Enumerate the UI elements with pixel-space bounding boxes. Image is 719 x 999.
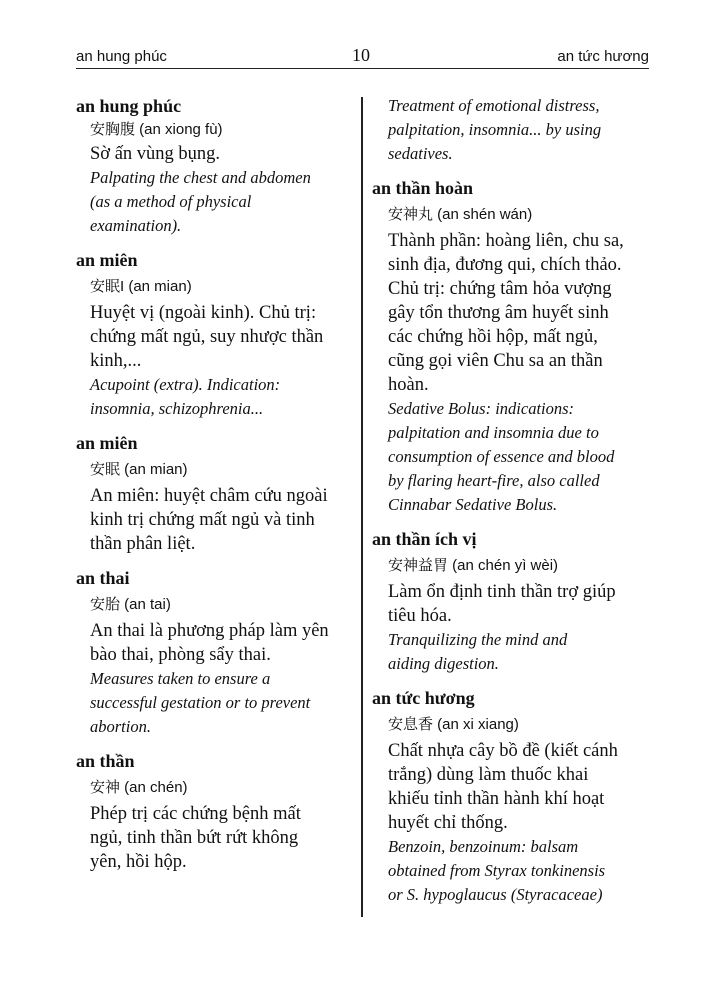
text-line: consumption of essence and blood xyxy=(388,447,615,466)
entry xyxy=(372,527,650,676)
chinese-term: 安息香 (an xi xiang) xyxy=(388,716,519,733)
vietnamese-definition xyxy=(76,619,351,667)
entry-headword: an hung phúc xyxy=(76,96,182,116)
text-line: Measures taken to ensure a xyxy=(90,669,271,688)
vietnamese-definition xyxy=(76,484,351,556)
english-definition xyxy=(372,835,650,907)
text-line: kinh trị chứng mất ngủ và tinh xyxy=(90,510,315,530)
entry-headword: an thai xyxy=(76,568,130,588)
text-line: bào thai, phòng sẩy thai. xyxy=(90,645,271,665)
chinese-term: 安神益胃 (an chén yì wèi) xyxy=(388,557,559,574)
vietnamese-definition xyxy=(372,739,650,835)
column-divider xyxy=(361,97,363,917)
text-line: An miên: huyệt châm cứu ngoài xyxy=(90,486,328,506)
text-line: sinh địa, đương qui, chích thảo. xyxy=(388,255,622,275)
text-line: or S. hypoglaucus (Styracaceae) xyxy=(388,885,603,904)
chinese-term: 安胸腹 (an xiong fù) xyxy=(90,121,223,138)
english-definition xyxy=(76,667,351,739)
text-line: Treatment of emotional distress, xyxy=(388,96,600,115)
entry xyxy=(76,566,351,739)
text-line: sedatives. xyxy=(388,144,453,163)
text-line: Sedative Bolus: indications: xyxy=(388,399,575,418)
left-column xyxy=(76,94,351,874)
text-line: abortion. xyxy=(90,717,151,736)
entry xyxy=(372,686,650,907)
right-column xyxy=(372,94,650,907)
entry-headword: an thần ích vị xyxy=(372,529,477,549)
text-line: thần phân liệt. xyxy=(90,534,196,554)
text-line: khiếu tỉnh thần hành khí hoạt xyxy=(388,789,605,809)
text-line: Chất nhựa cây bồ đề (kiết cánh xyxy=(388,741,618,761)
text-line: kinh,... xyxy=(90,351,142,371)
text-line: Acupoint (extra). Indication: xyxy=(90,375,281,394)
text-line: palpitation, insomnia... by using xyxy=(388,120,602,139)
page-number: 10 xyxy=(352,45,370,65)
entry xyxy=(372,176,650,517)
entry xyxy=(76,94,351,238)
text-line: Làm ổn định tinh thần trợ giúp xyxy=(388,582,616,602)
chinese-term: 安神 (an chén) xyxy=(90,779,188,796)
text-line: (as a method of physical xyxy=(90,192,252,211)
text-line: by flaring heart-fire, also called xyxy=(388,471,600,490)
vietnamese-definition xyxy=(76,142,351,166)
text-line: trắng) dùng làm thuốc khai xyxy=(388,765,589,785)
text-line: successful gestation or to prevent xyxy=(90,693,311,712)
entry-headword: an tức hương xyxy=(372,688,475,708)
text-line: Thành phần: hoàng liên, chu sa, xyxy=(388,231,624,251)
text-line: gây tổn thương âm huyết sinh xyxy=(388,303,609,323)
header-right-guideword: an tức hương xyxy=(557,48,649,65)
text-line: palpitation and insomnia due to xyxy=(388,423,599,442)
text-line: Huyệt vị (ngoài kinh). Chủ trị: xyxy=(90,303,317,323)
text-line: hoàn. xyxy=(388,375,429,395)
chinese-term: 安神丸 (an shén wán) xyxy=(388,206,533,223)
english-definition xyxy=(372,628,650,676)
text-line: ngủ, tinh thần bứt rứt không xyxy=(90,828,299,848)
text-line: Benzoin, benzoinum: balsam xyxy=(388,837,579,856)
entry-headword: an thần hoàn xyxy=(372,178,474,198)
text-line: chứng mất ngủ, suy nhược thần xyxy=(90,327,324,347)
english-definition xyxy=(76,373,351,421)
running-header xyxy=(76,44,649,69)
vietnamese-definition xyxy=(76,802,351,874)
text-line: Palpating the chest and abdomen xyxy=(90,168,311,187)
text-line: yên, hồi hộp. xyxy=(90,852,187,872)
text-line: cũng gọi viên Chu sa an thần xyxy=(388,351,603,371)
english-definition-continued xyxy=(372,94,650,166)
text-line: Tranquilizing the mind and xyxy=(388,630,568,649)
vietnamese-definition xyxy=(372,229,650,397)
text-line: obtained from Styrax tonkinensis xyxy=(388,861,606,880)
text-line: An thai là phương pháp làm yên xyxy=(90,621,329,641)
text-line: aiding digestion. xyxy=(388,654,499,673)
text-line: huyết chỉ thống. xyxy=(388,813,508,833)
vietnamese-definition xyxy=(76,301,351,373)
english-definition xyxy=(76,166,351,238)
entry-headword: an miên xyxy=(76,250,138,270)
text-line: Cinnabar Sedative Bolus. xyxy=(388,495,558,514)
vietnamese-definition xyxy=(372,580,650,628)
entry-headword: an thần xyxy=(76,751,135,771)
text-line: Sờ ấn vùng bụng. xyxy=(90,144,221,164)
text-line: Chủ trị: chứng tâm hỏa vượng xyxy=(388,279,612,299)
entry xyxy=(76,248,351,421)
entry-headword: an miên xyxy=(76,433,138,453)
chinese-term: 安眠I (an mian) xyxy=(90,278,192,295)
entry xyxy=(76,749,351,874)
text-line: insomnia, schizophrenia... xyxy=(90,399,264,418)
header-left-guideword: an hung phúc xyxy=(76,48,167,65)
text-line: các chứng hồi hộp, mất ngủ, xyxy=(388,327,598,347)
entry xyxy=(76,431,351,556)
chinese-term: 安胎 (an tai) xyxy=(90,596,171,613)
text-line: Phép trị các chứng bệnh mất xyxy=(90,804,301,824)
text-line: examination). xyxy=(90,216,182,235)
text-line: tiêu hóa. xyxy=(388,606,452,626)
chinese-term: 安眠 (an mian) xyxy=(90,461,188,478)
english-definition xyxy=(372,397,650,517)
